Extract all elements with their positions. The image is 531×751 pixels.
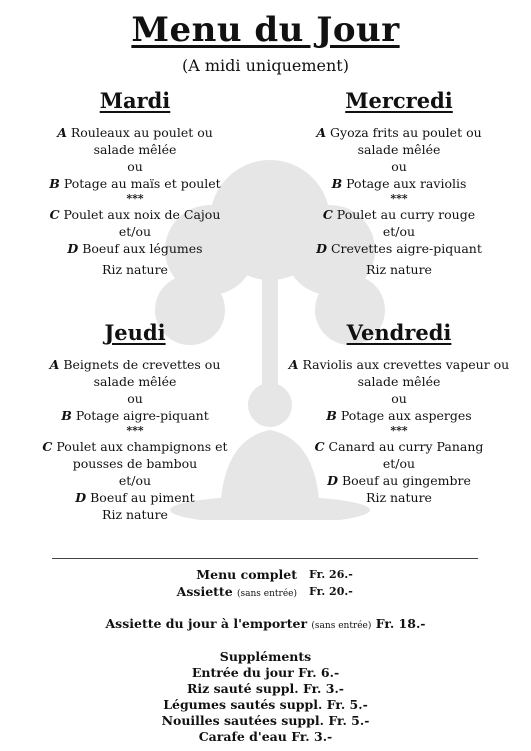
supplement-item: Légumes sautés suppl. Fr. 5.- xyxy=(163,697,368,712)
option-b-text: Potage aux asperges xyxy=(340,408,472,423)
takeaway-note: (sans entrée) xyxy=(311,621,372,631)
option-d-text: Boeuf au piment xyxy=(90,490,195,505)
option-a-label: A xyxy=(316,125,327,140)
supplement-item: Riz sauté suppl. Fr. 3.- xyxy=(187,681,344,696)
takeaway-price: Fr. 18.- xyxy=(375,616,426,631)
option-c-text: Poulet aux champignons et xyxy=(56,439,228,454)
option-a-text: Beignets de crevettes ou xyxy=(63,357,221,372)
option-a-label: A xyxy=(57,125,67,140)
price-section xyxy=(0,566,531,745)
option-c-text-2: et/ou xyxy=(118,224,152,239)
supplement-item: Entrée du jour Fr. 6.- xyxy=(191,665,340,680)
option-c-text: Poulet aux noix de Cajou xyxy=(63,207,221,222)
takeaway-label: Assiette du jour à l'emporter xyxy=(105,616,308,631)
or-separator: ou xyxy=(127,159,143,174)
day-block-jeudi xyxy=(20,320,250,523)
option-a-text: Rouleaux au poulet ou xyxy=(70,125,213,140)
or-separator: ou xyxy=(391,391,407,406)
option-c-text-2: et/ou xyxy=(382,224,416,239)
day-block-vendredi xyxy=(284,320,514,506)
rice-side: Riz nature xyxy=(102,507,168,522)
day-block-mercredi xyxy=(284,88,514,278)
option-d-label: D xyxy=(316,241,327,256)
option-d-label: D xyxy=(67,241,79,256)
option-b-label: B xyxy=(61,408,72,423)
page-subtitle: (A midi uniquement) xyxy=(182,56,349,75)
day-title-mercredi: Mercredi xyxy=(345,88,453,113)
or-separator: ou xyxy=(127,391,143,406)
rice-side: Riz nature xyxy=(366,262,432,277)
option-c-label: C xyxy=(314,439,325,454)
day-title-vendredi: Vendredi xyxy=(346,320,452,345)
option-b-text: Potage au maïs et poulet xyxy=(63,176,221,191)
assiette-label: Assiette xyxy=(176,584,233,599)
stars-divider: *** xyxy=(390,424,408,437)
page-title: Menu du Jour xyxy=(131,10,400,50)
option-c-label: C xyxy=(49,207,60,222)
rice-side: Riz nature xyxy=(366,490,432,505)
supplement-item: Nouilles sautées suppl. Fr. 5.- xyxy=(161,713,370,728)
option-c-text: Canard au curry Panang xyxy=(328,439,484,454)
option-d-text: Boeuf au gingembre xyxy=(341,473,471,488)
supplements-list xyxy=(0,649,531,745)
option-b-label: B xyxy=(326,408,337,423)
day-title-jeudi: Jeudi xyxy=(104,320,166,345)
assiette-note: (sans entrée) xyxy=(237,589,297,599)
option-a-text-2: salade mêlée xyxy=(357,142,441,157)
option-a-text: Gyoza frits au poulet ou xyxy=(330,125,482,140)
menu-complet-price: Fr. 26.- xyxy=(309,568,353,581)
option-a-text-2: salade mêlée xyxy=(357,374,441,389)
option-a-label: A xyxy=(49,357,60,372)
day-title-mardi: Mardi xyxy=(99,88,171,113)
takeaway-row xyxy=(0,615,531,635)
day-block-mardi xyxy=(20,88,250,278)
price-row-menu-complet xyxy=(0,566,531,583)
option-c-label: C xyxy=(322,207,333,222)
option-d-text: Boeuf aux légumes xyxy=(82,241,203,256)
option-b-label: B xyxy=(49,176,60,191)
option-a-text-2: salade mêlée xyxy=(93,374,177,389)
stars-divider: *** xyxy=(126,424,144,437)
option-a-text: Raviolis aux crevettes vapeur ou xyxy=(302,357,510,372)
option-b-text: Potage aux raviolis xyxy=(346,176,467,191)
option-b-label: B xyxy=(331,176,343,191)
supplement-item: Carafe d'eau Fr. 3.- xyxy=(198,729,333,744)
stars-divider: *** xyxy=(126,192,144,205)
option-b-text: Potage aigre-piquant xyxy=(75,408,209,423)
option-a-text-2: salade mêlée xyxy=(93,142,177,157)
section-divider xyxy=(52,558,478,559)
price-row-assiette xyxy=(0,583,531,603)
option-c-text-3: et/ou xyxy=(118,473,152,488)
option-a-label: A xyxy=(288,357,299,372)
or-separator: ou xyxy=(391,159,407,174)
supplements-title: Suppléments xyxy=(219,649,312,664)
assiette-price: Fr. 20.- xyxy=(309,585,353,598)
assiette-label-group xyxy=(162,583,297,603)
option-d-text: Crevettes aigre-piquant xyxy=(330,241,482,256)
option-c-text-2: pousses de bambou xyxy=(72,456,198,471)
option-d-label: D xyxy=(75,490,87,505)
option-d-label: D xyxy=(327,473,338,488)
rice-side: Riz nature xyxy=(102,262,168,277)
option-c-text: Poulet au curry rouge xyxy=(336,207,476,222)
option-c-label: C xyxy=(42,439,53,454)
option-c-text-2: et/ou xyxy=(382,456,416,471)
stars-divider: *** xyxy=(390,192,408,205)
menu-complet-label: Menu complet xyxy=(196,567,297,582)
